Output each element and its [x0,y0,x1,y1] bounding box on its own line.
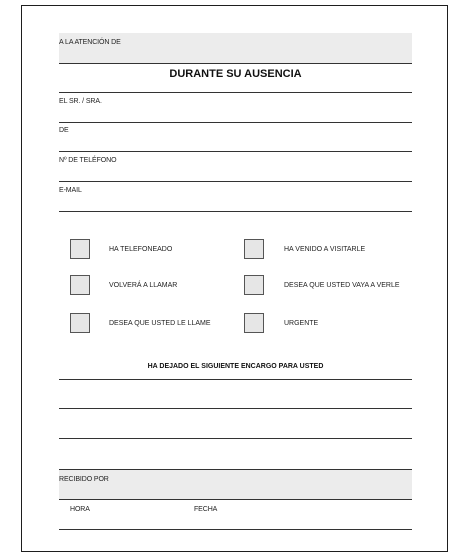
checkbox-volvera-llamar[interactable] [70,275,90,295]
checkbox-ha-venido-label: HA VENIDO A VISITARLE [284,246,366,253]
checkbox-urgente[interactable] [244,313,264,333]
attention-field[interactable] [59,33,412,64]
checkbox-ha-venido[interactable] [244,239,264,259]
checkbox-urgente-label: URGENTE [284,320,319,327]
field-from-line[interactable] [59,151,412,152]
checkbox-vaya-verle-label: DESEA QUE USTED VAYA A VERLE [284,282,400,289]
checkbox-vaya-verle[interactable] [244,275,264,295]
attention-label: A LA ATENCIÓN DE [59,39,121,46]
date-label: FECHA [194,506,218,513]
field-email-label: E-MAIL [59,187,82,194]
field-phone-label: Nº DE TELÉFONO [59,157,117,164]
field-email-line[interactable] [59,211,412,212]
message-heading: HA DEJADO EL SIGUIENTE ENCARGO PARA USTED [147,363,324,370]
message-line[interactable] [59,438,412,439]
field-name-label: EL SR. / SRA. [59,98,102,105]
checkbox-le-llame-label: DESEA QUE USTED LE LLAME [109,320,211,327]
divider [59,92,412,93]
form-title: DURANTE SU AUSENCIA [169,68,302,80]
divider [59,63,412,64]
received-by-label: RECIBIDO POR [59,476,109,483]
checkbox-ha-telefoneado[interactable] [70,239,90,259]
checkbox-le-llame[interactable] [70,313,90,333]
checkbox-ha-telefoneado-label: HA TELEFONEADO [109,246,173,253]
message-line[interactable] [59,379,412,380]
field-from-label: DE [59,127,69,134]
received-by-field[interactable] [59,469,412,499]
checkbox-volvera-llamar-label: VOLVERÁ A LLAMAR [109,282,178,289]
message-form-page [21,5,448,552]
time-date-line[interactable] [59,529,412,530]
field-phone-line[interactable] [59,181,412,182]
time-label: HORA [70,506,90,513]
message-line[interactable] [59,408,412,409]
divider [59,469,412,470]
divider [59,499,412,500]
field-name-line[interactable] [59,122,412,123]
